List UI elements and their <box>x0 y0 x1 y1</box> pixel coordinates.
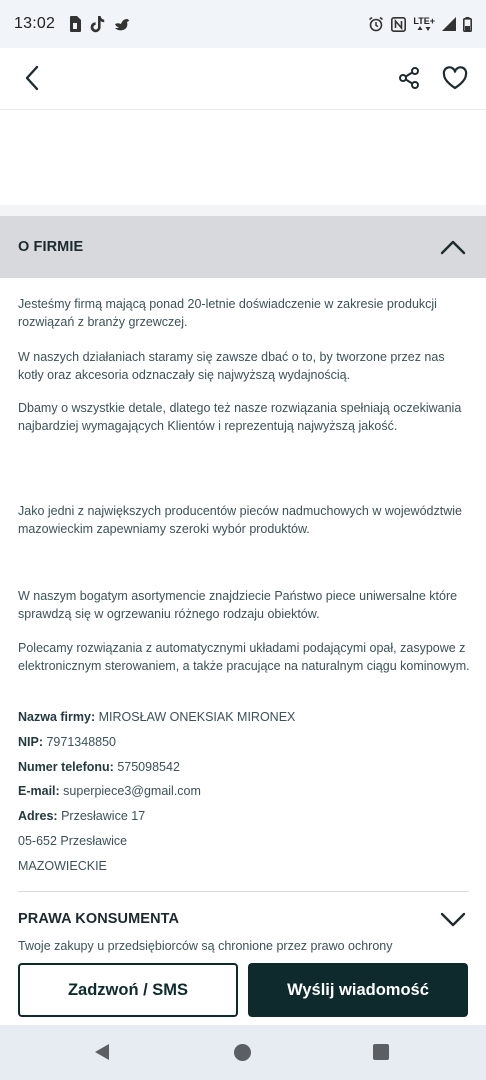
share-button[interactable] <box>393 62 425 94</box>
about-section-header[interactable] <box>0 216 486 278</box>
status-right-icons <box>368 16 472 32</box>
nfc-icon <box>391 17 406 32</box>
email-label: E-mail: <box>18 784 60 798</box>
bird-icon <box>114 17 130 31</box>
lte-icon <box>413 17 435 31</box>
address-street: Przesławice 17 <box>61 809 146 823</box>
chevron-left-icon <box>24 65 40 91</box>
nav-recents-icon[interactable] <box>373 1044 389 1060</box>
nip-row <box>18 733 116 751</box>
nav-home-icon[interactable] <box>234 1044 251 1061</box>
address-region: MAZOWIECKIE <box>18 859 107 873</box>
consumer-rights-text: Twoje zakupy u przedsiębiorców są chronione przez prawo ochrony <box>18 939 393 953</box>
chevron-down-icon[interactable] <box>440 912 466 928</box>
back-button[interactable] <box>16 62 48 94</box>
about-paragraph: Dbamy o wszystkie detale, dlatego też nasze rozwiązania spełniają oczekiwania najbardziej wymagających Klientów i reprezentują najwyższą jakość. <box>18 401 462 433</box>
phone-label: Numer telefonu: <box>18 760 114 774</box>
share-icon <box>397 66 421 90</box>
company-name-value: MIROSŁAW ONEKSIAK MIRONEX <box>98 710 296 724</box>
action-bar <box>0 953 486 1025</box>
about-paragraph: W naszych działaniach staramy się zawsze dbać o to, by tworzone przez nas kotły oraz akcesoria odznaczały się najwyższą wydajnością. <box>18 350 445 382</box>
phone-row <box>18 758 180 776</box>
about-paragraph: W naszym bogatym asortymencie znajdziecie Państwo piece uniwersalne które sprawdzą się w ogrzewaniu różnego rodzaju obiektów. <box>18 589 458 621</box>
system-nav-bar <box>0 1025 486 1080</box>
nip-value: 7971348850 <box>46 735 117 749</box>
nav-back-icon[interactable] <box>93 1043 111 1061</box>
app-header <box>0 48 486 110</box>
heart-icon <box>442 66 468 90</box>
email-value[interactable]: superpiece3@gmail.com <box>63 784 201 798</box>
company-name-label: Nazwa firmy: <box>18 710 96 724</box>
status-left-icons <box>69 16 130 33</box>
address-row <box>18 807 145 825</box>
call-sms-button[interactable]: Zadzwoń / SMS <box>18 963 238 1017</box>
chevron-up-icon <box>440 239 466 255</box>
address-city: 05-652 Przesławice <box>18 834 128 848</box>
divider <box>18 891 469 892</box>
about-paragraph: Jesteśmy firmą mającą ponad 20-letnie doświadczenie w zakresie produkcji rozwiązań z branży grzewczej. <box>18 297 437 329</box>
sim-card-icon <box>69 16 81 32</box>
signal-icon <box>442 17 456 31</box>
about-paragraph: Polecamy rozwiązania z automatycznymi układami podającymi opał, zasypowe z elektronicznym sterowaniem, a także pracujące na naturalnym ciągu kominowym. <box>18 641 470 673</box>
favorite-button[interactable] <box>438 62 472 94</box>
status-time: 13:02 <box>14 15 56 32</box>
send-message-button[interactable]: Wyślij wiadomość <box>248 963 468 1017</box>
lte-label: LTE+ <box>413 16 435 26</box>
consumer-rights-title[interactable]: PRAWA KONSUMENTA <box>18 911 180 927</box>
status-bar <box>0 0 486 48</box>
about-paragraph: Jako jedni z największych producentów pieców nadmuchowych w województwie mazowieckim zapewniamy szeroki wybór produktów. <box>18 504 462 536</box>
alarm-icon <box>368 16 384 32</box>
address-label: Adres: <box>18 809 58 823</box>
tiktok-icon <box>90 16 105 33</box>
battery-icon <box>463 17 472 32</box>
company-name-row <box>18 708 295 726</box>
about-section-title: O FIRMIE <box>18 239 84 255</box>
phone-value[interactable]: 575098542 <box>117 760 180 774</box>
email-row <box>18 782 201 800</box>
nip-label: NIP: <box>18 735 43 749</box>
